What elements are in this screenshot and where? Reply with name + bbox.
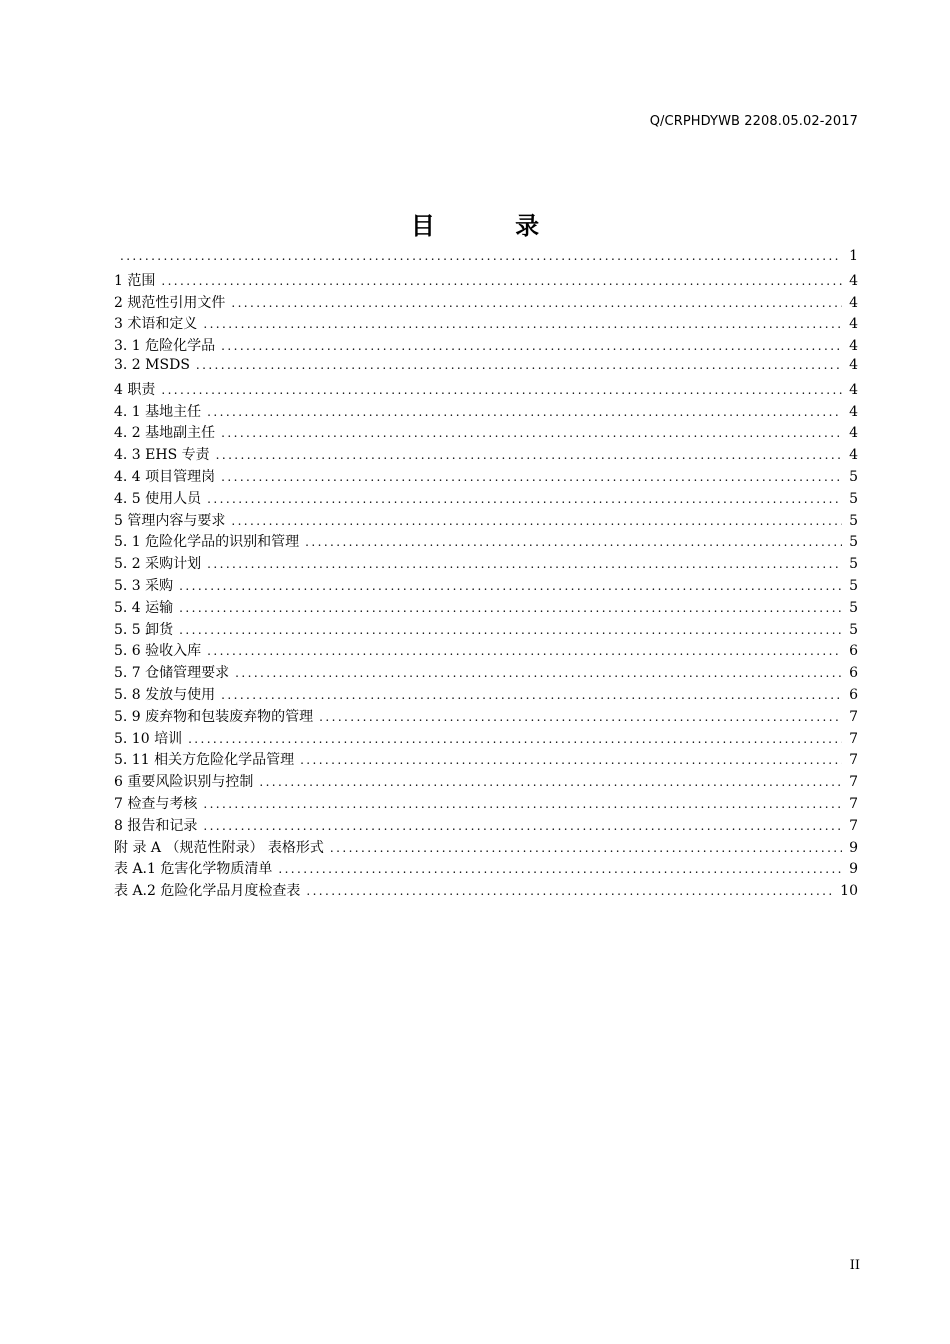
toc-dot-leader xyxy=(330,841,842,855)
page-number: II xyxy=(849,1258,860,1273)
toc-entry[interactable] xyxy=(114,313,858,335)
toc-entry-page: 5 xyxy=(849,599,858,616)
toc-entry-label: 4 职责 xyxy=(114,381,156,398)
toc-entry-page: 5 xyxy=(849,621,858,638)
toc-entry[interactable] xyxy=(114,401,858,423)
toc-entry[interactable] xyxy=(114,880,858,902)
toc-entry[interactable] xyxy=(114,684,858,706)
toc-entry[interactable] xyxy=(114,575,858,597)
toc-entry[interactable] xyxy=(114,662,858,684)
toc-dot-leader xyxy=(231,296,842,310)
toc-entry-label: 5. 5 卸货 xyxy=(114,621,174,638)
toc-entry-label: 5. 11 相关方危险化学品管理 xyxy=(114,752,295,769)
toc-entry-page: 5 xyxy=(849,556,858,573)
toc-entry[interactable] xyxy=(114,422,858,444)
toc-entry-page: 5 xyxy=(849,534,858,551)
toc-dot-leader xyxy=(188,732,842,746)
toc-entry[interactable] xyxy=(114,771,858,793)
toc-entry-page: 4 xyxy=(849,338,858,355)
toc-entry[interactable] xyxy=(114,706,858,728)
toc-entry[interactable] xyxy=(114,466,858,488)
toc-entry-label: 7 检查与考核 xyxy=(114,795,198,812)
toc-entry[interactable] xyxy=(114,357,858,379)
toc-entry-label: 4. 3 EHS 专责 xyxy=(114,447,210,464)
toc-entry-page: 4 xyxy=(849,272,858,289)
toc-entry-label: 表 A.1 危害化学物质清单 xyxy=(114,861,273,878)
toc-entry-page: 6 xyxy=(849,665,858,682)
toc-entry[interactable] xyxy=(114,793,858,815)
toc-entry-label: 5. 9 废弃物和包装废弃物的管理 xyxy=(114,708,314,725)
toc-dot-leader xyxy=(179,601,842,615)
toc-entry-page: 4 xyxy=(849,356,858,373)
toc-entry-page: 5 xyxy=(849,512,858,529)
toc-entry[interactable] xyxy=(114,488,858,510)
toc-entry-page: 1 xyxy=(849,248,858,264)
toc-entry-page: 7 xyxy=(849,730,858,747)
toc-entry[interactable] xyxy=(114,619,858,641)
toc-entry-label: 3 术语和定义 xyxy=(114,316,198,333)
toc-dot-leader xyxy=(196,358,842,372)
toc-entry[interactable] xyxy=(114,858,858,880)
toc-entry-label: 4. 1 基地主任 xyxy=(114,403,202,420)
toc-entry[interactable] xyxy=(114,531,858,553)
toc-entry-label: 3. 1 危险化学品 xyxy=(114,338,216,355)
toc-entry-label: 2 规范性引用文件 xyxy=(114,294,226,311)
page-title: 目 录 xyxy=(410,212,576,240)
toc-entry-label: 5. 10 培训 xyxy=(114,730,183,747)
toc-entry-page: 5 xyxy=(849,577,858,594)
table-of-contents xyxy=(114,248,858,902)
toc-dot-leader xyxy=(207,557,842,571)
toc-entry[interactable] xyxy=(114,444,858,466)
toc-entry-label: 4. 4 项目管理岗 xyxy=(114,468,216,485)
toc-entry-label: 5. 7 仓储管理要求 xyxy=(114,665,230,682)
toc-entry-page: 9 xyxy=(849,839,858,856)
toc-dot-leader xyxy=(278,862,842,876)
toc-dot-leader xyxy=(216,448,842,462)
toc-entry-page: 4 xyxy=(849,425,858,442)
toc-entry-label: 1 范围 xyxy=(114,272,156,289)
toc-entry-page: 5 xyxy=(849,468,858,485)
toc-entry[interactable] xyxy=(114,248,858,270)
toc-entry-page: 4 xyxy=(849,381,858,398)
toc-dot-leader xyxy=(221,688,842,702)
toc-entry-label: 5. 8 发放与使用 xyxy=(114,686,216,703)
toc-dot-leader xyxy=(221,339,842,353)
toc-entry[interactable] xyxy=(114,292,858,314)
toc-entry-page: 4 xyxy=(849,403,858,420)
toc-dot-leader xyxy=(207,405,842,419)
toc-dot-leader xyxy=(305,535,842,549)
toc-dot-leader xyxy=(161,383,842,397)
toc-entry-label: 表 A.2 危险化学品月度检查表 xyxy=(114,883,301,900)
toc-entry[interactable] xyxy=(114,335,858,357)
toc-dot-leader xyxy=(207,492,842,506)
toc-entry-page: 7 xyxy=(849,708,858,725)
toc-entry-label: 5. 4 运输 xyxy=(114,599,174,616)
toc-entry-label: 5 管理内容与要求 xyxy=(114,512,226,529)
toc-entry-page: 7 xyxy=(849,774,858,791)
toc-dot-leader xyxy=(306,884,834,898)
toc-dot-leader xyxy=(203,317,842,331)
toc-entry-label: 5. 6 验收入库 xyxy=(114,643,202,660)
toc-entry[interactable] xyxy=(114,815,858,837)
toc-dot-leader xyxy=(259,775,842,789)
toc-dot-leader xyxy=(179,579,842,593)
toc-entry-label: 5. 3 采购 xyxy=(114,577,174,594)
toc-dot-leader xyxy=(179,623,842,637)
toc-entry-page: 6 xyxy=(849,686,858,703)
toc-entry-page: 10 xyxy=(840,883,858,900)
toc-entry-page: 7 xyxy=(849,795,858,812)
toc-entry[interactable] xyxy=(114,270,858,292)
toc-dot-leader xyxy=(300,753,842,767)
toc-dot-leader xyxy=(221,470,842,484)
toc-dot-leader xyxy=(120,249,842,263)
toc-dot-leader xyxy=(207,644,842,658)
toc-entry-label: 5. 2 采购计划 xyxy=(114,556,202,573)
toc-entry-page: 7 xyxy=(849,752,858,769)
toc-entry-page: 4 xyxy=(849,294,858,311)
toc-entry-page: 6 xyxy=(849,643,858,660)
toc-entry-label: 4. 5 使用人员 xyxy=(114,490,202,507)
toc-entry[interactable] xyxy=(114,553,858,575)
toc-entry-label: 3. 2 MSDS xyxy=(114,356,190,373)
toc-dot-leader xyxy=(235,666,842,680)
toc-entry-page: 7 xyxy=(849,817,858,834)
toc-entry-page: 5 xyxy=(849,490,858,507)
toc-entry-label: 4. 2 基地副主任 xyxy=(114,425,216,442)
toc-dot-leader xyxy=(221,426,842,440)
toc-entry[interactable] xyxy=(114,510,858,532)
toc-entry[interactable] xyxy=(114,749,858,771)
toc-dot-leader xyxy=(231,514,842,528)
toc-entry-label: 附 录 A （规范性附录） 表格形式 xyxy=(114,839,324,856)
toc-dot-leader xyxy=(319,710,842,724)
toc-entry[interactable] xyxy=(114,379,858,401)
toc-entry-page: 4 xyxy=(849,316,858,333)
toc-entry-page: 4 xyxy=(849,447,858,464)
toc-entry-label: 8 报告和记录 xyxy=(114,817,198,834)
toc-dot-leader xyxy=(203,819,842,833)
toc-entry-page: 9 xyxy=(849,861,858,878)
toc-entry[interactable] xyxy=(114,728,858,750)
toc-entry-label: 5. 1 危险化学品的识别和管理 xyxy=(114,534,300,551)
toc-entry[interactable] xyxy=(114,640,858,662)
toc-dot-leader xyxy=(161,274,842,288)
toc-entry[interactable] xyxy=(114,597,858,619)
toc-entry-label: 6 重要风险识别与控制 xyxy=(114,774,254,791)
toc-entry[interactable] xyxy=(114,837,858,859)
toc-dot-leader xyxy=(203,797,842,811)
document-code: Q/CRPHDYWB 2208.05.02-2017 xyxy=(649,114,858,129)
